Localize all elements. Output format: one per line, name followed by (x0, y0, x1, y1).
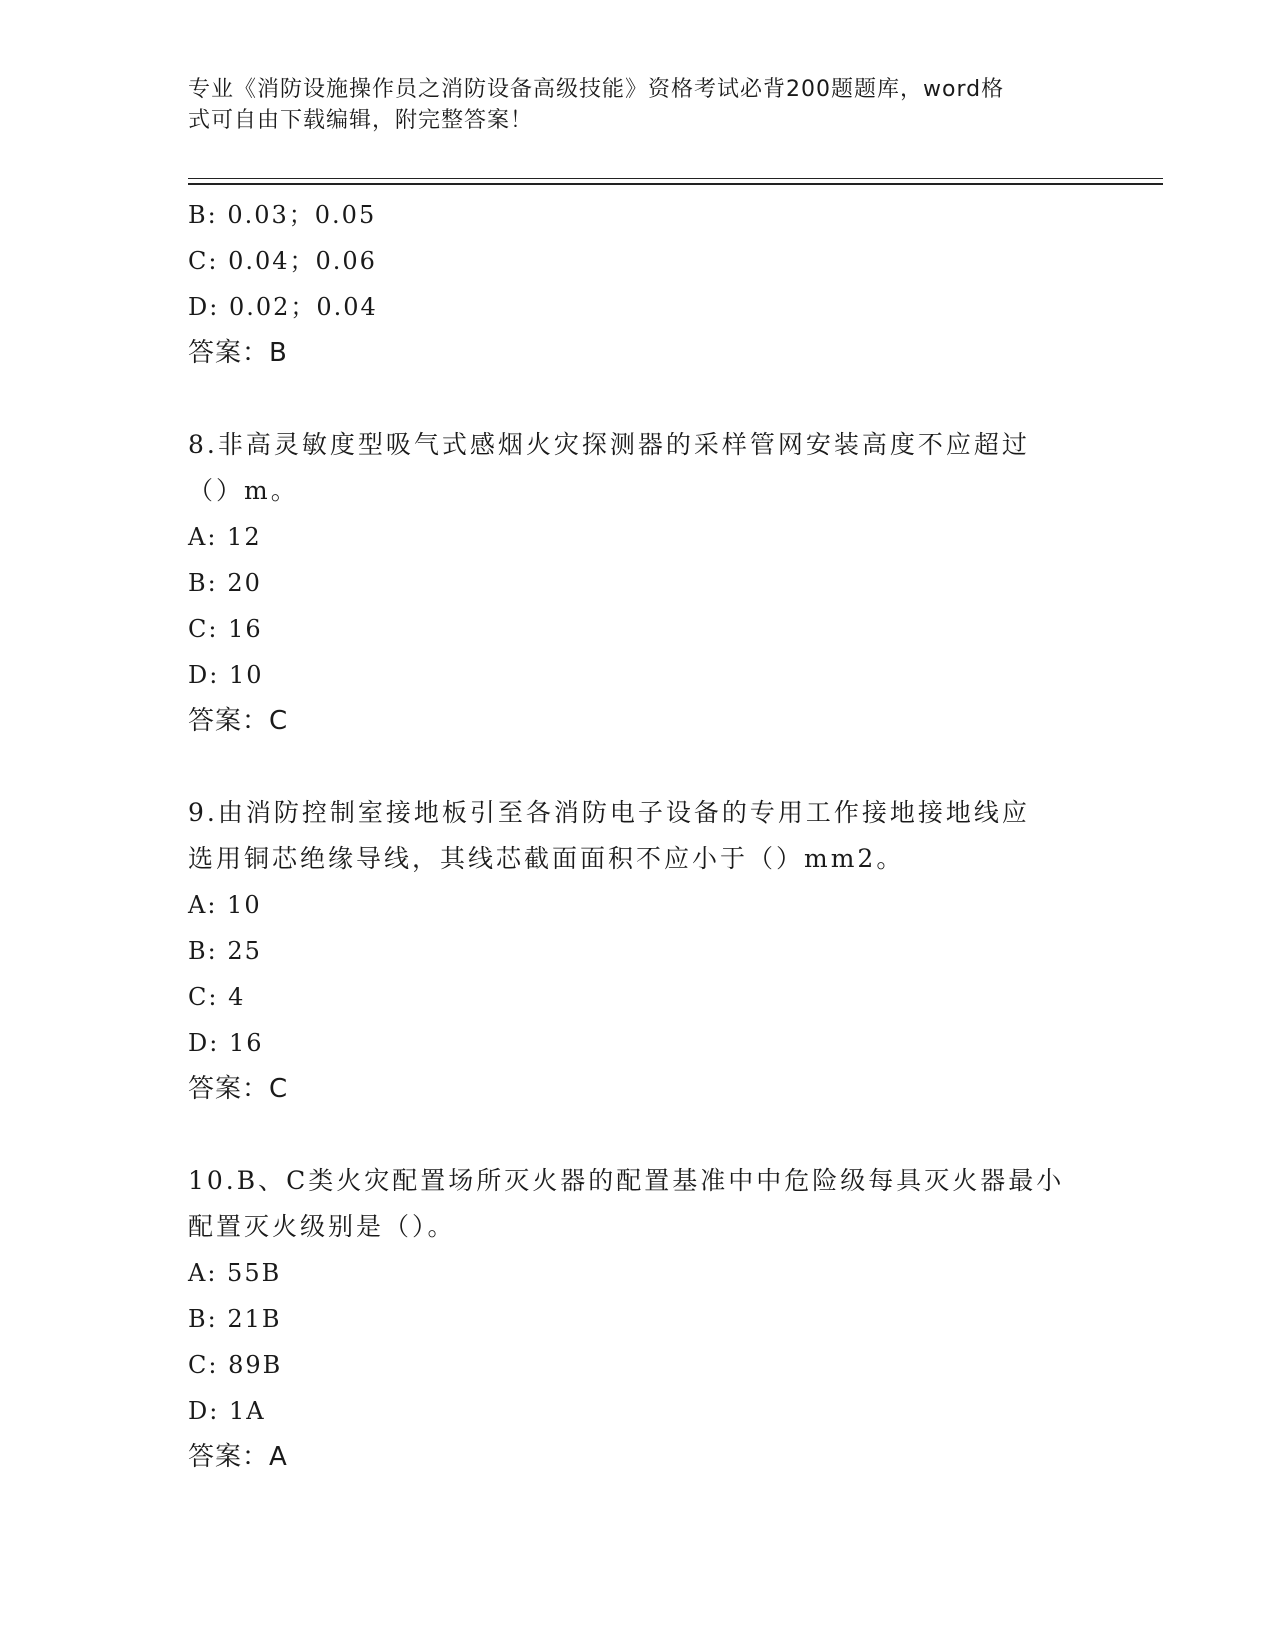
option-c: C: 89B (188, 1351, 283, 1379)
header-divider-thick (188, 183, 1163, 185)
question-9 (188, 790, 1088, 1112)
option-d: D: 16 (188, 1029, 264, 1057)
option-c: C: 16 (188, 615, 263, 643)
question-list (188, 192, 1088, 1480)
spacer (188, 744, 1088, 790)
document-header: 专业《消防设施操作员之消防设备高级技能》资格考试必背200题题库，word格 式可自由下载编辑，附完整答案！ (188, 77, 1005, 133)
option-b: B: 21B (188, 1305, 282, 1333)
answer-line: 答案：C (188, 706, 289, 736)
option-c: C: 0.04；0.06 (188, 247, 377, 275)
option-a: A: 10 (188, 891, 262, 919)
answer-line: 答案：A (188, 1442, 288, 1472)
question-8 (188, 422, 1088, 744)
option-d: D: 0.02；0.04 (188, 293, 378, 321)
spacer (188, 1112, 1088, 1158)
question-10 (188, 1158, 1088, 1480)
option-c: C: 4 (188, 983, 246, 1011)
spacer (188, 376, 1088, 422)
answer-line: 答案：C (188, 1074, 289, 1104)
option-b: B: 25 (188, 937, 262, 965)
option-d: D: 1A (188, 1397, 266, 1425)
question-stem: 10.B、C类火灾配置场所灭火器的配置基准中中危险级每具灭火器最小 配置灭火级别是（）。 (188, 1166, 1065, 1241)
question-7-continued (188, 192, 1088, 376)
question-stem: 8.非高灵敏度型吸气式感烟火灾探测器的采样管网安装高度不应超过 （）m。 (188, 430, 1030, 505)
option-a: A: 55B (188, 1259, 282, 1287)
option-d: D: 10 (188, 661, 264, 689)
question-stem: 9.由消防控制室接地板引至各消防电子设备的专用工作接地接地线应 选用铜芯绝缘导线，其线芯截面面积不应小于（）mm2。 (188, 798, 1030, 873)
option-b: B: 20 (188, 569, 262, 597)
option-b: B: 0.03；0.05 (188, 201, 377, 229)
option-a: A: 12 (188, 523, 262, 551)
answer-line: 答案：B (188, 338, 288, 368)
header-divider-thin (188, 178, 1163, 179)
